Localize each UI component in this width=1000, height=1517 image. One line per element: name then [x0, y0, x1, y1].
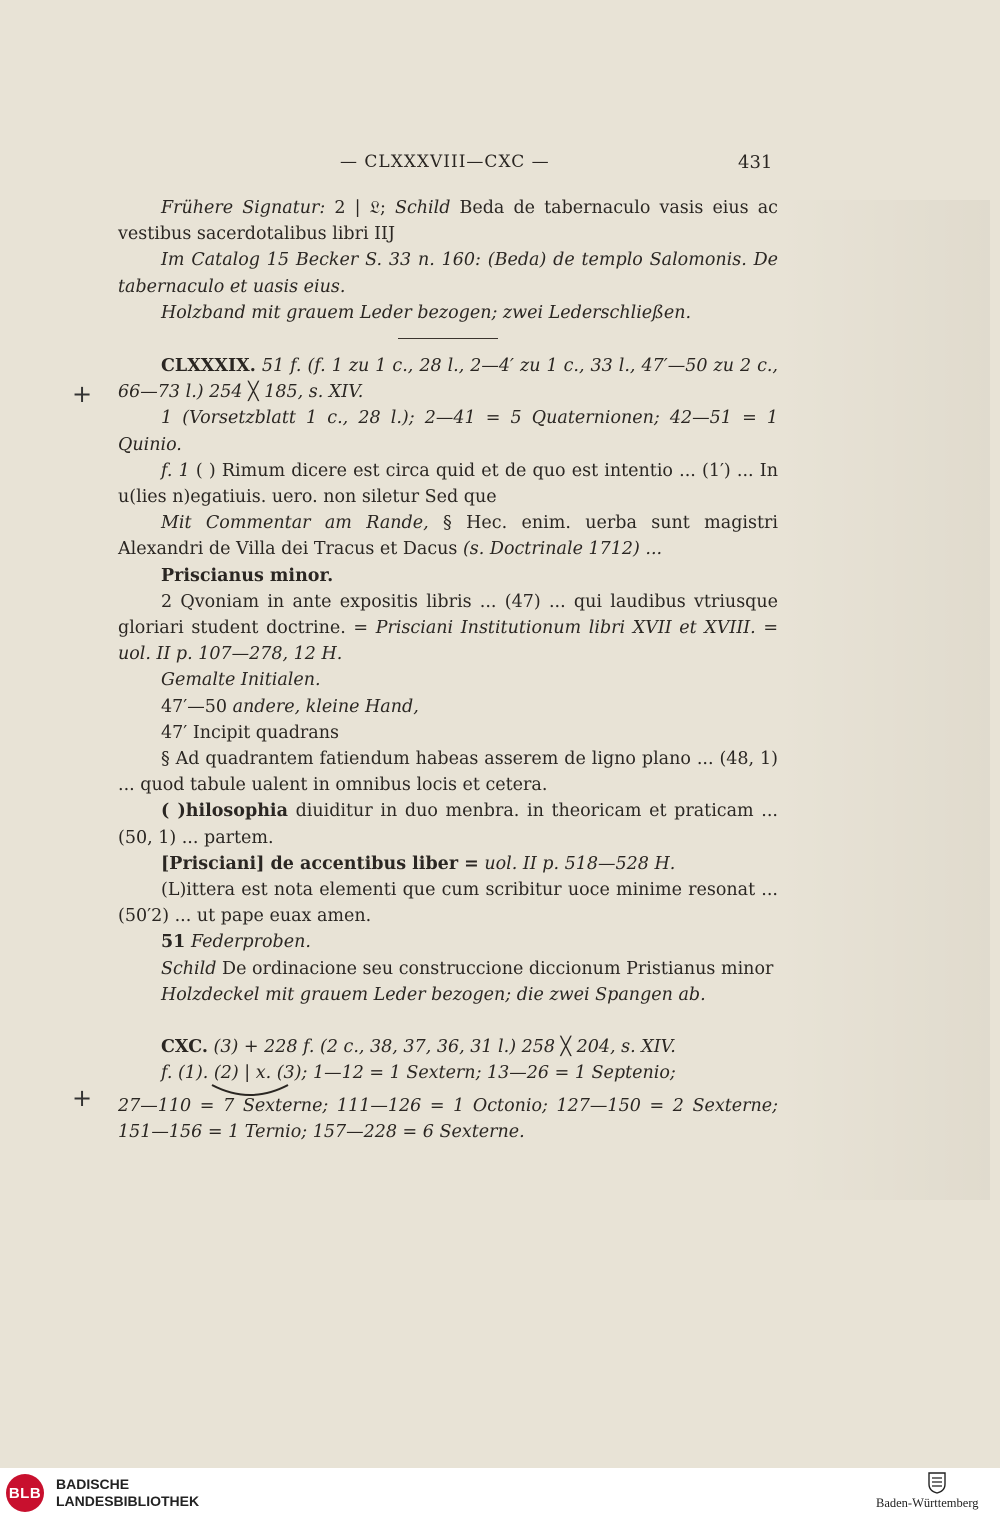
section-divider [398, 338, 498, 339]
schild-clxxxix: Schild De ordinacione seu construccione diccionum Pristianus minor [161, 958, 774, 979]
former-signature: Frühere Signatur: 2 | 𝔏; Schild Beda de tabernaculo vasis eius ac vestibus sacerdotalibus libri IIJ [118, 198, 778, 245]
state-name: Baden-Württemberg [876, 1496, 979, 1510]
document-body [118, 195, 778, 1145]
priscianus-heading: Priscianus minor. [161, 565, 334, 586]
section-gap [118, 1008, 778, 1034]
initials-note: Gemalte Initialen. [161, 670, 321, 691]
state-crest-icon [928, 1472, 946, 1494]
margin-mark-clxxxix: + [72, 380, 93, 408]
commentary-text: Mit Commentar am Rande, § Hec. enim. uerba sunt magistri Alexandri de Villa dei Tracus et Dacus (s. Doctrinale 1712) ... [118, 513, 778, 560]
page-number: 431 [738, 152, 773, 173]
entry-cxc-heading: CXC. (3) + 228 f. (2 c., 38, 37, 36, 31 l.) 258 ╳ 204, s. XIV. [161, 1037, 676, 1058]
footer-bar [0, 1468, 1000, 1517]
collation-cxc-line1: f. (1). (2) | x. (3); 1—12 = 1 Sextern; 13—26 = 1 Septenio; [161, 1063, 676, 1084]
quadrans-text: § Ad quadrantem fatiendum habeas asserem de ligno plano ... (48, 1) ... quod tabule ualent in omnibus locis et cetera. [118, 749, 778, 796]
federproben: 51 Federproben. [161, 932, 311, 953]
philosophia-text: ( )hilosophia diuiditur in duo menbra. in theoricam et praticam ... (50, 1) ... partem. [118, 801, 778, 848]
collation-clxxxix: 1 (Vorsetzblatt 1 c., 28 l.); 2—41 = 5 Quaternionen; 42—51 = 1 Quinio. [118, 408, 778, 455]
page-header [0, 152, 1000, 182]
catalog-entry: Im Catalog 15 Becker S. 33 n. 160: (Beda) de templo Salomonis. De tabernaculo et uasis eius. [118, 250, 778, 297]
binding-clxxxviii: Holzband mit grauem Leder bezogen; zwei Lederschließen. [161, 302, 692, 323]
blb-logo[interactable]: BLB [6, 1474, 44, 1512]
running-head: — CLXXXVIII—CXC — [340, 152, 550, 172]
library-name: BADISCHE LANDESBIBLIOTHEK [56, 1476, 200, 1509]
margin-mark-cxc: + [72, 1084, 93, 1112]
accentibus-text: [Prisciani] de accentibus liber = uol. II p. 518—528 H. [161, 853, 676, 874]
collation-cxc-line2: 27—110 = 7 Sexterne; 111—126 = 1 Octonio; 127—150 = 2 Sexterne; 151—156 = 1 Ternio; 157—228 = 6 Sexterne. [118, 1095, 778, 1142]
entry-clxxxix-heading: CLXXXIX. 51 f. (f. 1 zu 1 c., 28 l., 2—4′ zu 1 c., 33 l., 47′—50 zu 2 c., 66—73 l.) 254 ╳ 185, s. XIV. [118, 356, 778, 403]
binding-clxxxix: Holzdeckel mit grauem Leder bezogen; die zwei Spangen ab. [161, 984, 706, 1005]
incipit-quadrans: 47′ Incipit quadrans [161, 722, 339, 743]
priscianus-text: 2 Qvoniam in ante expositis libris ... (47) ... qui laudibus vtriusque gloriari student doctrine. = Prisciani Institutionum libri XVII et XVIII. = uol. II p. 107—278, 12 H. [118, 591, 778, 665]
hand-note: 47′—50 andere, kleine Hand, [161, 696, 419, 717]
bleed-through-shadow [780, 200, 990, 1200]
folio-1-text: f. 1 ( ) Rimum dicere est circa quid et de quo est intentio ... (1′) ... In u(lies n)egatiuis. uero. non siletur Sed que [118, 460, 778, 508]
littera-text: (L)ittera est nota elementi que cum scribitur uoce minime resonat ... (50′2) ... ut pape euax amen. [118, 880, 778, 927]
